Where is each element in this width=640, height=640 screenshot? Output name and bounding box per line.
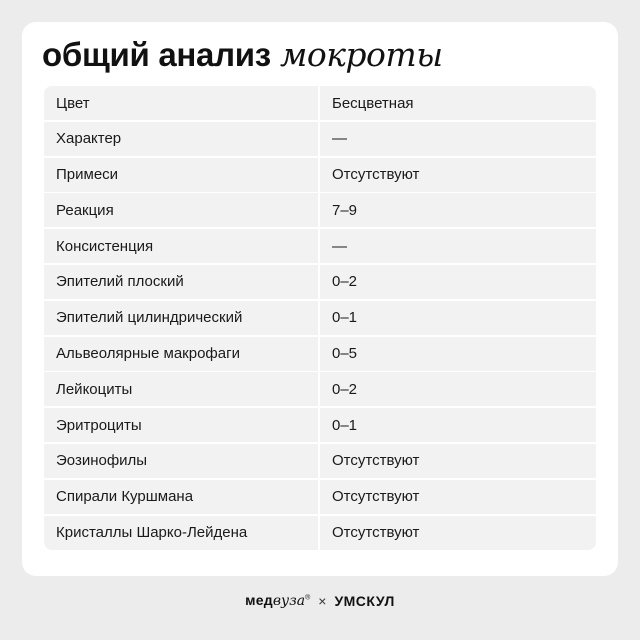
row-value: 0–2 [320,265,596,299]
table-row [44,158,596,192]
row-value: Бесцветная [320,86,596,120]
brand-logo-medvuza [245,592,310,609]
row-label: Реакция [44,193,318,227]
row-label: Спирали Куршмана [44,480,318,514]
table-row [44,480,596,514]
page-title [42,36,443,74]
row-label: Цвет [44,86,318,120]
table-row [44,122,596,156]
row-value: 0–1 [320,408,596,442]
row-value: Отсутствуют [320,444,596,478]
registered-mark: ® [305,594,311,602]
brand1-italic: вуза [272,593,306,609]
row-value: 0–2 [320,372,596,406]
row-value: 7–9 [320,193,596,227]
table-row [44,337,596,371]
row-label: Эпителий плоский [44,265,318,299]
row-value: 0–5 [320,337,596,371]
table-row [44,265,596,299]
table-row [44,408,596,442]
row-value: — [320,122,596,156]
row-label: Альвеолярные макрофаги [44,337,318,371]
row-value: Отсутствуют [320,516,596,550]
table-row [44,86,596,120]
row-label: Кристаллы Шарко-Лейдена [44,516,318,550]
row-label: Примеси [44,158,318,192]
table-row [44,516,596,550]
title-main: общий анализ [42,36,271,73]
row-value: 0–1 [320,301,596,335]
table-row [44,372,596,406]
table-row [44,229,596,263]
row-label: Консистенция [44,229,318,263]
row-label: Лейкоциты [44,372,318,406]
row-label: Эозинофилы [44,444,318,478]
row-label: Характер [44,122,318,156]
content-card [22,22,618,576]
row-value: Отсутствуют [320,158,596,192]
footer-brands [0,592,640,609]
brand1-bold: мед [245,592,273,608]
row-label: Эпителий цилиндрический [44,301,318,335]
title-accent: мокроты [280,35,443,74]
cross-separator: × [318,592,327,609]
row-label: Эритроциты [44,408,318,442]
row-value: Отсутствуют [320,480,596,514]
table-row [44,301,596,335]
brand-logo-umskul: УМСКУЛ [334,592,395,609]
table-row [44,444,596,478]
analysis-table [44,86,596,551]
row-value: — [320,229,596,263]
table-row [44,193,596,227]
